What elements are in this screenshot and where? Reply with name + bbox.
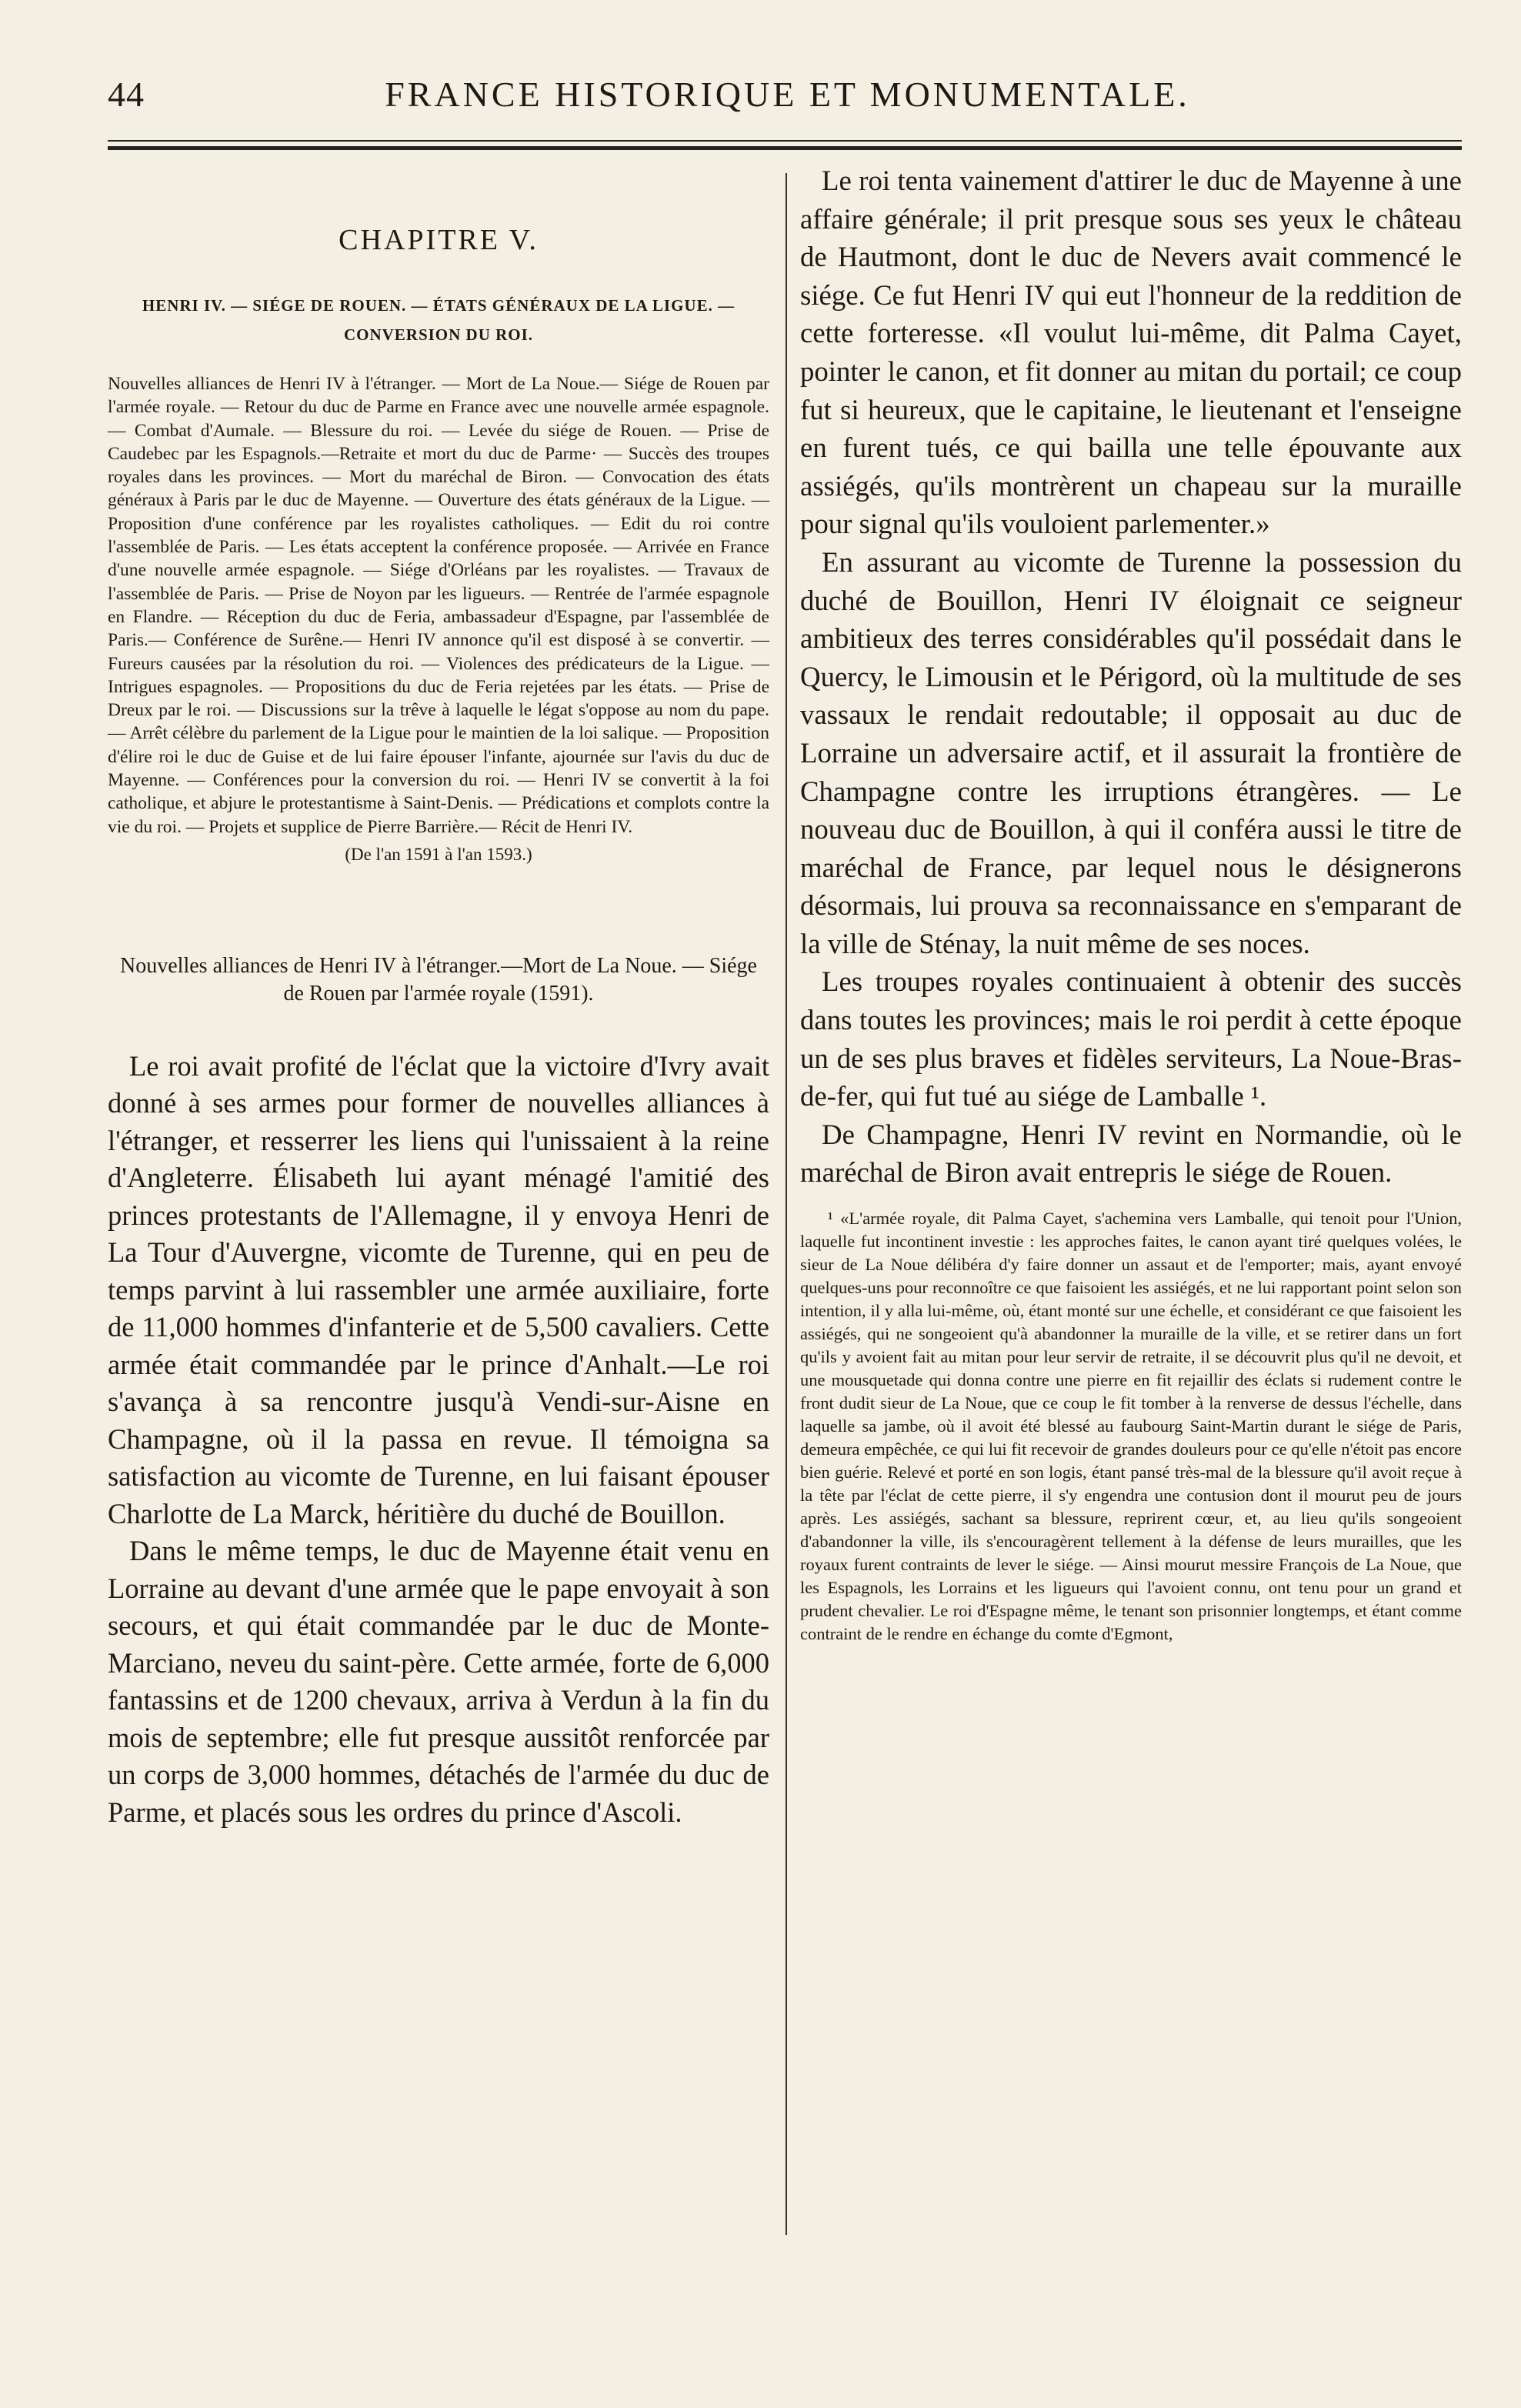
chapter-title: CHAPITRE V. — [339, 224, 539, 256]
paragraph: Le roi tenta vainement d'attirer le duc de Mayenne à une affaire générale; il prit presque sous ses yeux le château de Hautmont, dont le duc de Nevers avait commencé le siége. Ce fut Henri IV qui eut l'honneur de la reddition de cette forteresse. «Il voulut lui-même, dit Palma Cayet, pointer le canon, et fit donner au mitan du portail; ce coup fut si heureux, que le capitaine, le lieutenant et l'enseigne en furent tués, ce qui bailla une telle épouvante aux assiégés, qu'ils montrèrent un chapeau sur la muraille pour signal qu'ils vouloient parlementer.» — [800, 165, 1462, 540]
page-number: 44 — [108, 75, 145, 114]
paragraph: Dans le même temps, le duc de Mayenne était venu en Lorraine au devant d'une armée que le pape envoyait à son secours, et qui était commandée par le duc de Monte-Marciano, neveu du saint-père. Cette armée, forte de 6,000 fantassins et de 1200 chevaux, arriva à Verdun à la fin du mois de septembre; elle fut presque aussitôt renforcée par un corps de 3,000 hommes, détachés de l'armée du duc de Parme, et placés sous les ordres du prince d'Ascoli. — [108, 1535, 769, 1828]
right-column — [800, 162, 1462, 1646]
footnote: ¹ «L'armée royale, dit Palma Cayet, s'achemina vers Lamballe, qui tenoit pour l'Union, laquelle fut incontinent investie : les approches faites, le canon ayant tiré quelques volées, le sieur de La Noue délibéra d'y faire donner un assaut et de l'emporter; mais, ayant envoyé quelques-uns pour reconnoître ce que faisoient les assiégés, et ne lui rapportant point selon son intention, il y alla lui-même, où, étant monté sur une échelle, et considérant ce que faisoient les assiégés, qui ne songeoient qu'à abandonner la muraille de la ville, et se retirer dans un fort qu'ils y avoient fait au mitan pour leur servir de retraite, il se découvrit plus qu'il ne devoit, et une mousquetade qui donna contre une pierre en fit rejaillir des éclats si rudement contre le front dudit sieur de La Noue, que ce coup le fit tomber à la renverse de dessus l'échelle, dans laquelle sa jambe, où il avoit été blessé au faubourg Saint-Martin durant le siége de Paris, demeura empêchée, ce qui lui fit recevoir de grandes douleurs pour ce qu'elle n'étoit pas encore bien guérie. Relevé et porté en son logis, étant pansé très-mal de la blessure qu'il avoit reçue à la tête par l'éclat de cette pierre, il s'y engendra une contusion dont il mourut peu de jours après. Les assiégés, sachant sa blessure, reprirent cœur, et, au lieu qu'ils songeoient d'abandonner la ville, ils s'encouragèrent tellement à la défense de leurs murailles, que les royaux furent contraints de lever le siége. — Ainsi mourut messire François de La Noue, que les Espagnols, les Lorrains et les ligueurs qui l'avoient connu, ont tenu pour un grand et prudent chevalier. Le roi d'Espagne même, le tenant son prisonnier longtemps, et étant comme contraint de le rendre en échange du comte d'Egmont, — [800, 1209, 1462, 1644]
chapter-dates: (De l'an 1591 à l'an 1593.) — [345, 844, 532, 864]
chapter-subtitle: HENRI IV. — SIÉGE DE ROUEN. — ÉTATS GÉNÉRAUX DE LA LIGUE. — CONVERSION DU ROI. — [142, 296, 735, 344]
chapter-summary: Nouvelles alliances de Henri IV à l'étranger. — Mort de La Noue.— Siége de Rouen par l'armée royale. — Retour du duc de Parme en France avec une nouvelle armée espagnole. — Combat d'Aumale. — Blessure du roi. — Levée du siége de Rouen. — Prise de Caudebec par les Espagnols.—Retraite et mort du duc de Parme· — Succès des troupes royales dans les provinces. — Mort du maréchal de Biron. — Convocation des états généraux à Paris par le duc de Mayenne. — Ouverture des états généraux de la Ligue. — Proposition d'une conférence par les royalistes catholiques. — Edit du roi contre l'assemblée de Paris. — Les états acceptent la conférence proposée. — Arrivée en France d'une nouvelle armée espagnole. — Siége d'Orléans par les royalistes. — Travaux de l'assemblée de Paris. — Prise de Noyon par les ligueurs. — Rentrée de l'armée espagnole en Flandre. — Réception du duc de Feria, ambassadeur d'Espagne, par l'assemblée de Paris.— Conférence de Surêne.— Henri IV annonce qu'il est disposé à se convertir. — Fureurs causées par la résolution du roi. — Violences des prédicateurs de la Ligue. — Intrigues espagnoles. — Propositions du duc de Feria rejetées par les états. — Prise de Dreux par le roi. — Discussions sur la trêve à laquelle le légat s'oppose au nom du pape. — Arrêt célèbre du parlement de la Ligue pour le maintien de la loi salique. — Proposition d'élire roi le duc de Guise et de lui faire épouser l'infante, ajournée sur l'avis du duc de Mayenne. — Conférences pour la conversion du roi. — Henri IV se convertit à la foi catholique, et abjure le protestantisme à Saint-Denis. — Prédications et complots contre la vie du roi. — Projets et supplice de Pierre Barrière.— Récit de Henri IV. — [108, 374, 769, 837]
paragraph: En assurant au vicomte de Turenne la possession du duché de Bouillon, Henri IV éloignait ce seigneur ambitieux des terres considérables qu'il possédait dans le Quercy, le Limousin et le Périgord, où la multitude de ses vassaux le rendait redoutable; il opposait au duc de Lorraine un adversaire actif, et il assurait la frontière de Champagne contre les irruptions étrangères. — Le nouveau duc de Bouillon, à qui il conféra aussi le titre de maréchal de France, par lequel nous le désignerons désormais, lui prouva sa reconnaissance en s'emparant de la ville de Sténay, la nuit même de ses noces. — [800, 545, 1462, 959]
section-heading: Nouvelles alliances de Henri IV à l'étranger.—Mort de La Noue. — Siége de Rouen par l'armée royale (1591). — [120, 953, 757, 1006]
paragraph: De Champagne, Henri IV revint en Normandie, où le maréchal de Biron avait entrepris le siége de Rouen. — [800, 1118, 1462, 1189]
paragraph: Les troupes royales continuaient à obtenir des succès dans toutes les provinces; mais le roi perdit à cette époque un de ses plus braves et fidèles serviteurs, La Noue-Bras-de-fer, qui fut tué au siége de Lamballe ¹. — [800, 966, 1462, 1112]
running-title: FRANCE HISTORIQUE ET MONUMENTALE. — [385, 75, 1190, 114]
paragraph: Le roi avait profité de l'éclat que la victoire d'Ivry avait donné à ses armes pour former de nouvelles alliances à l'étranger, et resserrer les liens qui l'unissaient à la reine d'Angleterre. Élisabeth lui ayant ménagé l'amitié des princes protestants de l'Allemagne, il y envoya Henri de La Tour d'Auvergne, vicomte de Turenne, qui en peu de temps parvint à lui rassembler une armée auxiliaire, forte de 11,000 hommes d'infanterie et de 5,500 cavaliers. Cette armée était commandée par le prince d'Anhalt.—Le roi s'avança à sa rencontre jusqu'à Vendi-sur-Aisne en Champagne, où il la passa en revue. Il témoigna sa satisfaction au vicomte de Turenne, en lui faisant épouser Charlotte de La Marck, héritière du duché de Bouillon. — [108, 1049, 769, 1529]
left-column — [108, 162, 769, 1831]
header-rule — [108, 140, 1462, 150]
column-divider — [786, 173, 787, 2235]
running-head — [108, 74, 1467, 128]
